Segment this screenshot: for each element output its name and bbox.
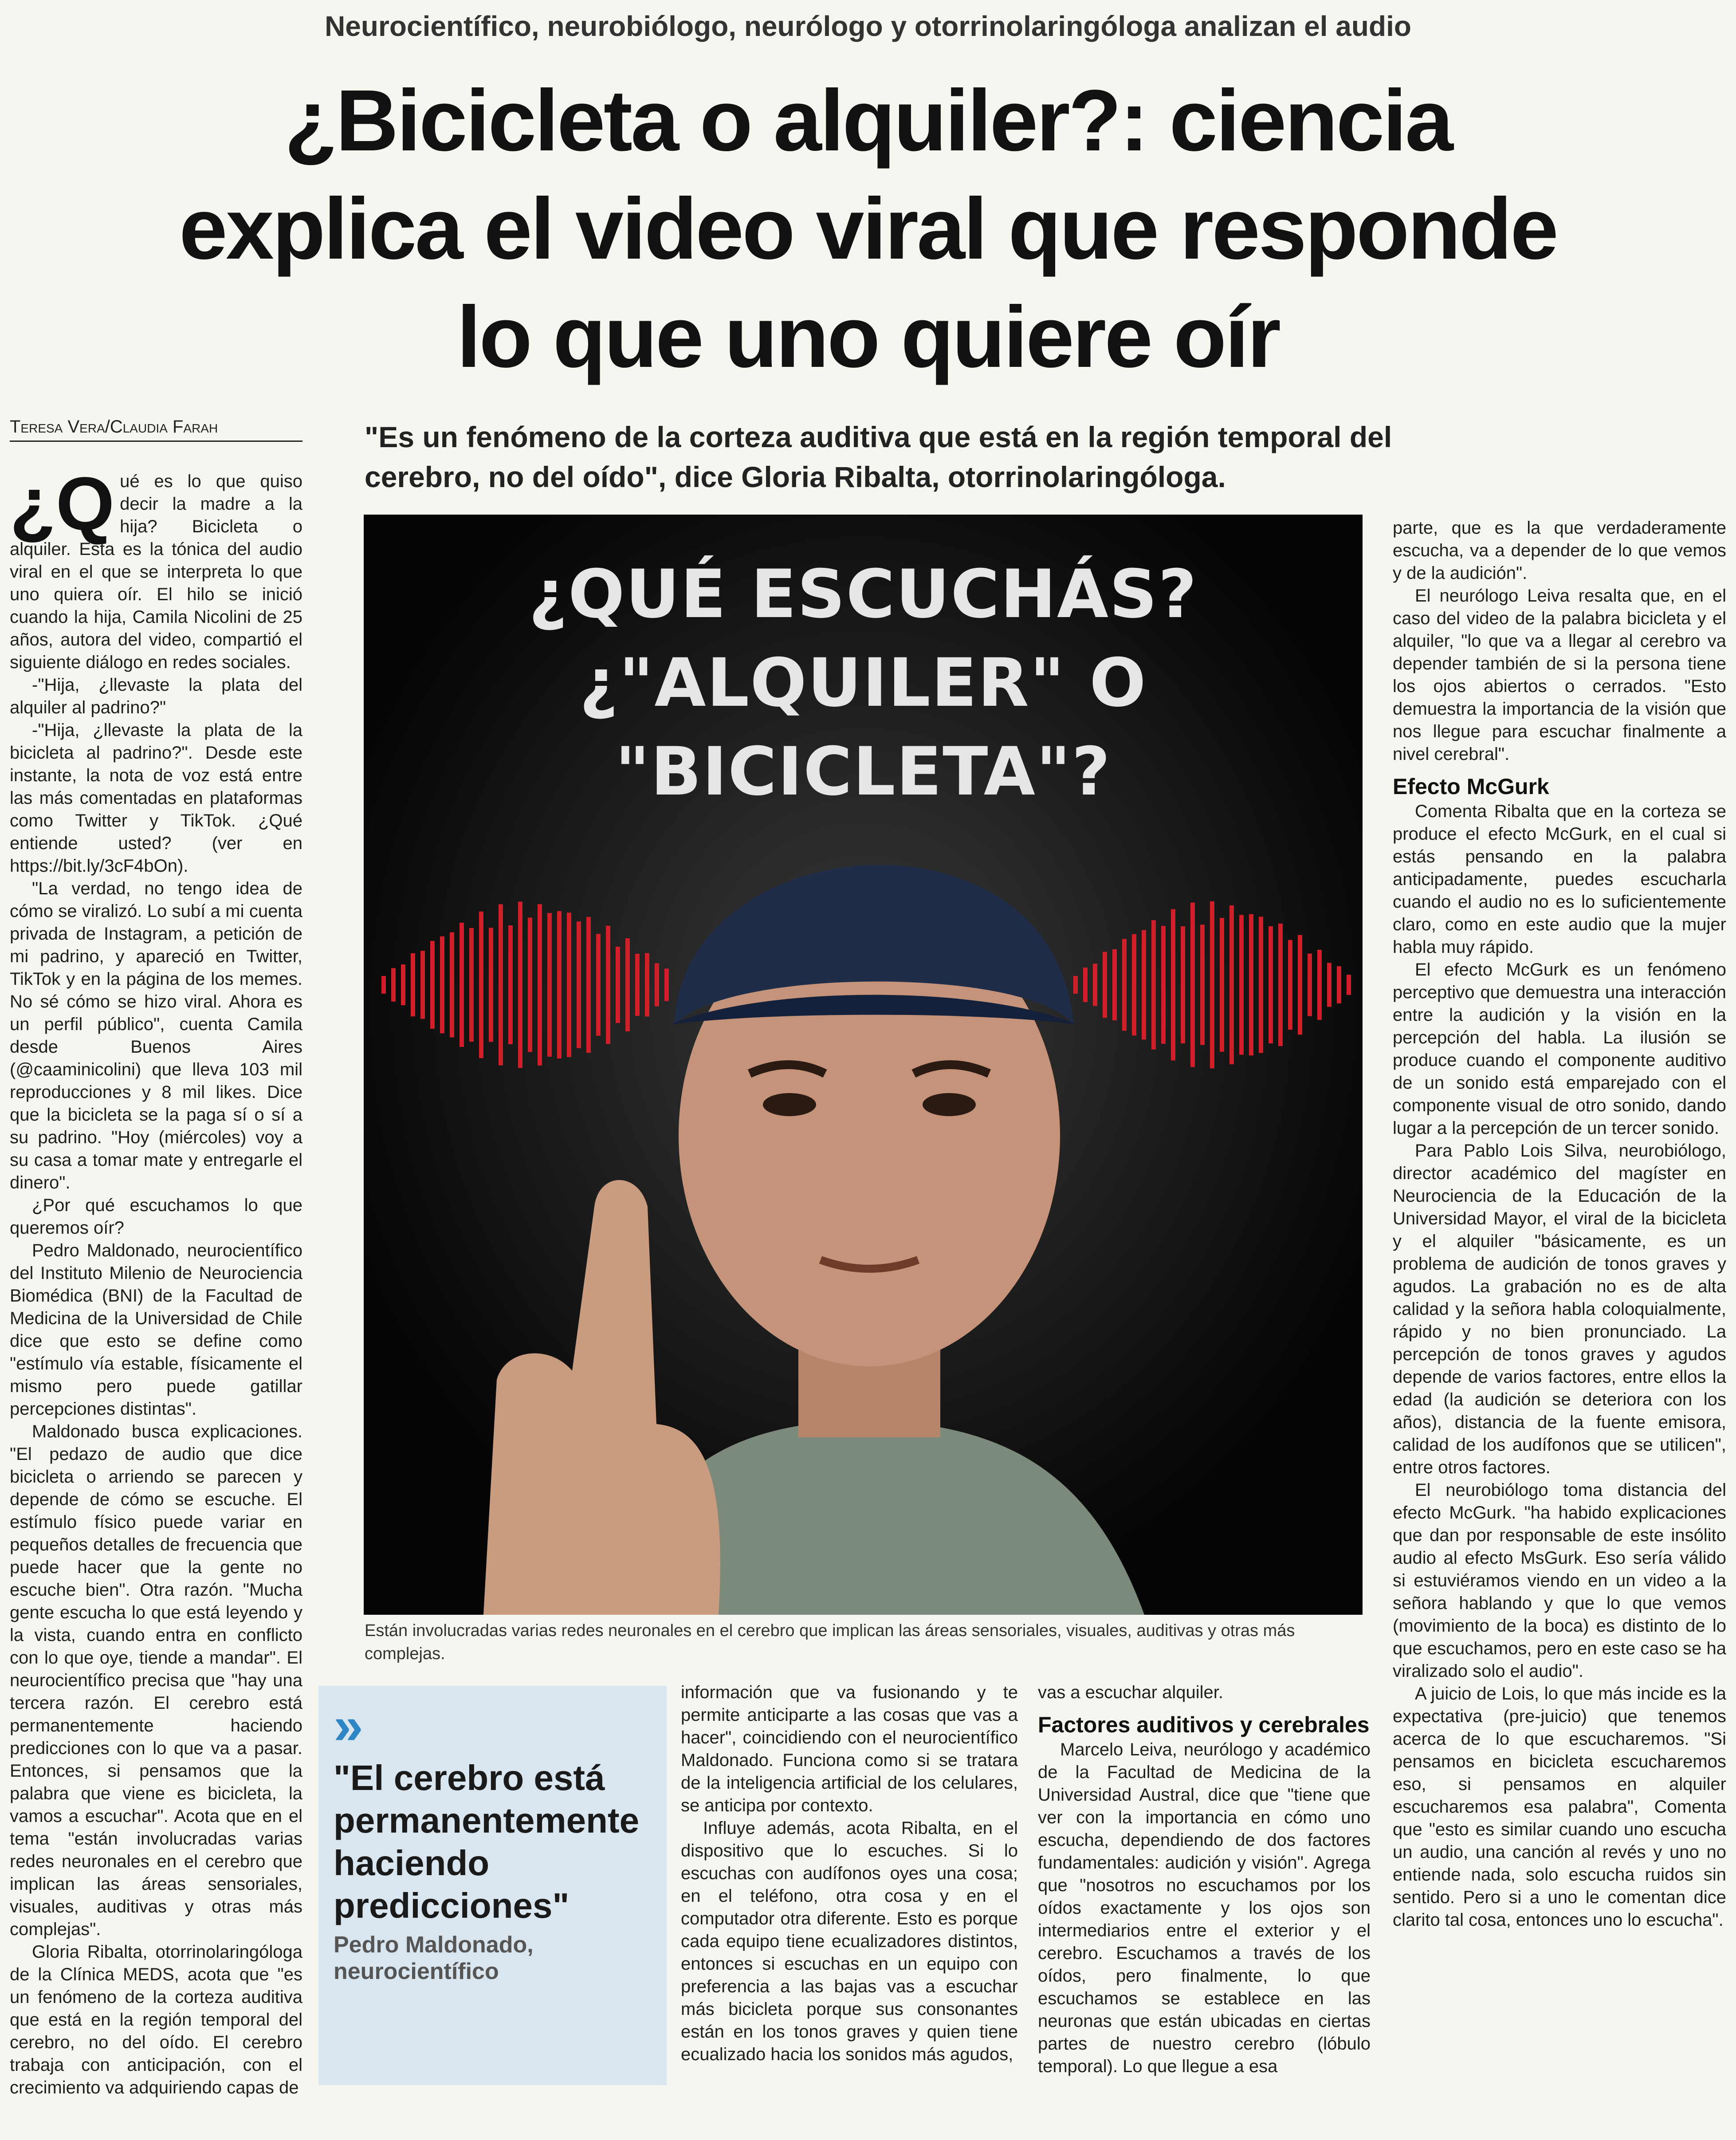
paragraph: El efecto McGurk es un fenómeno perceptivo que demuestra una interacción entre la audición y la visión en la percepción del habla. La ilusión se produce cuando el componente auditivo de un sonido está emparejado con el componente visual de otro sonido, dando lugar a la percepción de un tercer sonido. [1393,960,1726,1138]
column-3 [1038,1681,1371,2078]
wave-bar [518,902,522,1068]
wave-bar [411,953,415,1016]
wave-bar [528,917,532,1052]
wave-bar [1112,949,1117,1020]
wave-bar [635,954,640,1016]
pullquote: "Es un fenómeno de la corteza auditiva que está en la región temporal del cerebro, no del oído", dice Gloria Ribalta, otorrinolaringóloga. [365,421,1392,493]
left-eye [763,1093,816,1116]
paragraph: Pedro Maldonado, neurocientífico del Instituto Milenio de Neurociencia Biomédica (BNI) de la Facultad de Medicina de la Universidad de Chile dice que esto se define como "estímulo vía estable, físicamente el mismo pero puede gatillar percepciones distintas". [10,1241,302,1419]
wave-bar [547,913,552,1057]
photo-question-line-2: ¿"ALQUILER" O "BICICLETA"? [579,645,1147,810]
wave-bar [577,921,581,1048]
quote-source: Pedro Maldonado, neurocientífico [334,1932,534,1984]
paragraph: Maldonado busca explicaciones. "El pedazo de audio que dice bicicleta o arriendo se parecen y depende de cómo se escuche. El estímulo físico puede variar en pequeños detalles de frecuencia que puede hacer que la gente no escuche bien". Otra razón. "Mucha gente escucha lo que está leyendo y la vista, cuando entra en conflicto con lo que oye, tiende a mandar". El neurocientífico precisa que "hay una tercera razón. El cerebro está permanentemente haciendo predicciones con lo que va a pasar. Entonces, si pensamos que la palabra que viene es bicicleta, la vamos a escuchar". Acota que en el tema "están involucradas varias redes neuronales en el cerebro que implican las áreas sensoriales, visuales, auditivas y otras más complejas". [10,1422,302,1939]
wave-bar [401,964,405,1005]
paragraph: "La verdad, no tengo idea de cómo se viralizó. Lo subí a mi cuenta privada de Instagram, a petición de mi padrino, y apareció en Twitter, TikTok y en la página de los memes. No sé cómo se hizo viral. Ahora es un perfil público", cuenta Camila desde Buenos Aires (@caaminicolini) que lleva 103 mil reproducciones y 8 mil likes. Dice que la bicicleta se la paga sí o sí a su padrino. "Hoy (miércoles) voy a su casa a tomar mate y entregarle el dinero". [10,879,302,1192]
paragraph: -"Hija, ¿llevaste la plata del alquiler al padrino?" [10,675,302,717]
quote-box [318,1686,667,2085]
photo-question-line-1: ¿QUÉ ESCUCHÁS? [528,556,1198,633]
wave-bar [1142,930,1146,1040]
wave-bar [1269,926,1273,1043]
wave-bar [1220,918,1224,1052]
wave-bar [1278,924,1283,1046]
byline: Teresa Vera/Claudia Farah [10,417,302,442]
headline-line-1: ¿Bicicleta o alquiler?: ciencia [284,72,1452,169]
wave-bar [1308,953,1312,1016]
paragraph: El neurobiólogo toma distancia del efecto McGurk. "ha habido explicaciones que dan por responsable de este insólito audio al efecto MsGurk. Eso sería válido si estuviéramos viendo en un video a la señora hablando y que lo que vemos (movimiento de la boca) es distinto de lo que escuchamos, pero en este caso se ha viralizado solo el audio". [1393,1480,1726,1681]
wave-bar [440,936,444,1034]
quote-text: "El cerebro está permanentemente haciendo predicciones" [334,1758,640,1925]
wave-bar [596,934,601,1036]
wave-bar [1327,963,1331,1007]
quote-chevron-icon: » [334,1696,363,1755]
wave-bar [1093,964,1097,1006]
wave-bar [625,938,630,1031]
paragraph: A juicio de Lois, lo que más incide es la expectativa (pre-juicio) que tenemos acerca de lo que escucharemos. "Si pensamos en bicicleta escucharemos eso, si pensamos en alquiler escucharemos esa palabra", Comenta que "esto es similar cuando uno escucha un audio, una canción al revés y uno no entiende nada, solo escucha ruidos sin sentido. Pero si a uno le comentan dice clarito tal cosa, entonces uno lo escucha". [1393,1684,1726,1930]
headline-line-3: lo que uno quiere oír [456,288,1280,386]
wave-bar [1347,975,1351,995]
paragraph: ¿Por qué escuchamos lo que queremos oír? [10,1196,302,1238]
wave-bar [538,904,542,1066]
wave-bar [1122,939,1127,1031]
wave-bar [1083,968,1088,1002]
paragraph: información que va fusionando y te permite anticiparte a las cosas que vas a hacer", coincidiendo con el neurocientífico Maldonado. Funciona como si se tratara de la inteligencia artificial de los celulares, se anticipa por contexto. [681,1683,1018,1815]
wave-bar [616,947,620,1023]
wave-bar [1229,905,1234,1064]
paragraph: vas a escuchar alquiler. [1038,1683,1224,1702]
wave-bar [1259,917,1263,1053]
wave-bar [1151,920,1156,1049]
wave-bar [567,913,571,1057]
wave-bar [1161,926,1166,1044]
wave-bar [1181,926,1185,1043]
wave-bar [430,941,435,1029]
subheading: Factores auditivos y cerebrales [1038,1712,1370,1737]
wave-bar [499,904,503,1065]
kicker: Neurocientífico, neurobiólogo, neurólogo y otorrinolaringóloga analizan el audio [325,10,1411,42]
wave-bar [450,932,454,1038]
paragraph-text: ué es lo que quiso decir la madre a la hija? Bicicleta o alquiler. Esta es la tónica del audio viral en el que se interpreta lo que uno quiera oír. El hilo se inició cuando la hija, Camila Nicolini de 25 años, autora del video, compartió el siguiente diálogo en redes sociales. [10,472,302,672]
wave-bar [1288,940,1292,1030]
wave-bar [606,926,610,1044]
wave-bar [1103,952,1107,1018]
wave-bar [420,951,425,1019]
article-photo [364,515,1363,1615]
wave-bar [489,928,493,1042]
paragraph: Influye además, acota Ribalta, en el dispositivo que lo escuches. Si lo escuchas con audífonos oyes una cosa; en el teléfono, otra cosa y en el computador otra diferente. Esto es porque cada equipo tiene ecualizadores distintos, entonces si escuchas en un equipo con preferencia a las bajas vas a escuchar más bicicleta porque sus consonantes están en los tonos graves y quien tiene ecualizado hacia los sonidos más agudos, [681,1818,1018,2064]
paragraph: Para Pablo Lois Silva, neurobiólogo, director académico del magíster en Neurociencia de la Educación de la Universidad Mayor, el viral de la bicicleta y el alquiler "básicamente, es un problema de audición de tonos graves y agudos. La grabación no es de alta calidad y la señora habla coloquialmente, rápido y no bien pronunciado. La percepción de tonos graves y agudos depende de varios factores, entre ellos la edad (la audición se deteriora con los años), distancia de la fuente emisora, calidad de los audífonos que se utilicen", entre otros factores. [1393,1141,1726,1477]
wave-bar [508,925,513,1044]
wave-bar [1132,934,1136,1035]
wave-bar [1171,909,1175,1060]
wave-bar [1239,915,1244,1054]
headline-line-2: explica el video viral que responde [179,180,1557,277]
wave-bar [469,928,474,1042]
headline [89,67,1647,391]
column-1 [10,462,302,2099]
wave-bar [1298,935,1302,1035]
paragraph: Gloria Ribalta, otorrinolaringóloga de la Clínica MEDS, acota que "es un fenómeno de la corteza auditiva que está en la región temporal del cerebro, no del oído. El cerebro trabaja con anticipación, con el crecimiento va adquiriendo capas de [10,1942,302,2097]
paragraph [10,462,302,674]
drop-cap: ¿Q [10,462,115,546]
photo-overlay-text [364,550,1363,816]
wave-bar [381,976,386,994]
wave-bar [1317,950,1322,1020]
wave-bar [586,917,591,1053]
wave-bar [1190,903,1195,1067]
paragraph: El neurólogo Leiva resalta que, en el caso del video de la palabra bicicleta y el alquiler, "lo que va a llegar al cerebro va depender también de si la persona tiene los ojos abiertos o cerrados. "Esto demuestra la importancia de la visión que nos llegue para escuchar finalmente a nivel cerebral". [1393,586,1726,764]
wave-bar [1337,966,1341,1003]
paragraph: -"Hija, ¿llevaste la plata de la bicicleta al padrino?". Desde este instante, la nota de voz está entre las más comentadas en plataformas como Twitter y TikTok. ¿Qué entiende usted? (ver en https://bit.ly/3cF4bOn). [10,720,302,876]
wave-bar [645,953,649,1017]
wave-bar [391,968,396,1001]
wave-bar [460,923,464,1047]
wave-bar [655,963,659,1006]
subheading: Efecto McGurk [1393,774,1549,799]
paragraph: Comenta Ribalta que en la corteza se produce el efecto McGurk, en el cual si estás pensando en la palabra anticipadamente, puedes escucharla cuando el audio no es lo suficientemente claro, como en este audio que la mujer habla muy rápido. [1393,802,1726,957]
wave-bar [1073,976,1078,994]
wave-bar [557,911,562,1058]
paragraph: Marcelo Leiva, neurólogo y académico de la Facultad de Medicina de la Universidad Austral, dice que "tiene que ver con la importancia en cómo uno escucha, dependiendo de dos factores fundamentales: audición y visión". Agrega que "nosotros no escuchamos por los oídos exactamente y los ojos son intermediarios entre el exterior y el cerebro. Escuchamos a través de los oídos, pero finalmente, lo que escuchamos se establece en las neuronas que están ubicadas en ciertas partes de nuestro cerebro (lóbulo temporal). Lo que llegue a esa [1038,1740,1371,2076]
wave-bar [664,968,669,1001]
wave-bar [1249,914,1253,1056]
photo-caption: Están involucradas varias redes neuronales en el cerebro que implican las áreas sensoriales, visuales, auditivas y otras más complejas. [365,1621,1295,1663]
wave-bar [1210,901,1214,1069]
paragraph: parte, que es la que verdaderamente escucha, va a depender de lo que vemos y de la audición". [1393,518,1726,583]
wave-bar [479,912,483,1058]
column-4 [1393,517,1726,1932]
wave-bar [1200,924,1205,1045]
right-eye [923,1093,976,1116]
column-2 [681,1681,1018,2066]
